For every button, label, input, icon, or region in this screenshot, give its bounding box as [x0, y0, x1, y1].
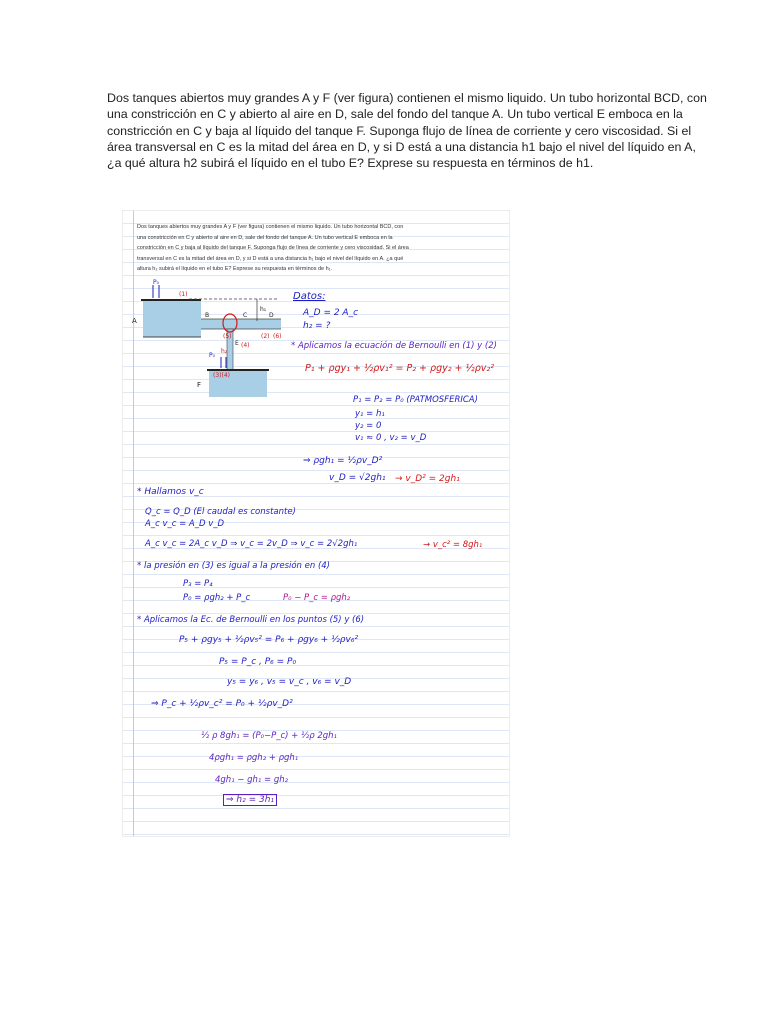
datos-h2: h₂ = ? [303, 321, 331, 331]
label-pt1: (1) [179, 291, 188, 298]
pressure-title: * la presión en (3) es igual a la presión en (4) [137, 561, 331, 571]
bernoulli-2-title: * Aplicamos la Ec. de Bernoulli en los puntos (5) y (6) [137, 615, 365, 625]
step-1: ½ ρ 8gh₁ = (P₀−P_c) + ½ρ 2gh₁ [201, 731, 337, 741]
label-p0: P₀ [153, 279, 160, 286]
tube-bcd [201, 319, 281, 329]
tank-a-water [143, 301, 201, 337]
bernoulli-2-eq: P₅ + ρgy₅ + ½ρv₅² = P₆ + ρgy₆ + ½ρv₆² [179, 635, 359, 645]
p0-minus-pc: P₀ − P_c = ρgh₂ [283, 593, 351, 603]
tank-f-wall [207, 369, 269, 371]
problem-statement [107, 90, 707, 171]
result-1: ⇒ ρgh₁ = ½ρv_D² [303, 456, 383, 466]
caudal-eq: Q_c = Q_D (El caudal es constante) [145, 507, 296, 517]
label-pt2: (2) [261, 333, 270, 340]
y2: y₂ = 0 [355, 421, 382, 431]
p1-p2: P₁ = P₂ = P₀ (PATMOSFERICA) [353, 395, 478, 405]
bernoulli-1-title: * Aplicamos la ecuación de Bernoulli en (1) y (2) [291, 341, 497, 351]
note-problem-line: constricción en C y baja al líquido del tanque F. Suponga flujo de línea de corriente y cero viscosidad. Si el área [137, 245, 409, 251]
note-problem-statement [137, 222, 505, 275]
area-velocity-eq: A_c v_c = A_D v_D [145, 519, 225, 529]
label-h2: h₂ [221, 348, 228, 355]
label-pt5: (5) [223, 333, 232, 340]
label-a: A [132, 317, 137, 325]
label-pt34: (3)(4) [213, 372, 230, 379]
result-1-vd: v_D = √2gh₁ [329, 473, 386, 483]
label-c: C [243, 312, 248, 319]
problem-line: una constricción en C y abierto al aire en D, sale del fondo del tanque A. Un tubo vertical E emboca en la [107, 107, 683, 122]
label-h1: h₁ [260, 306, 267, 313]
handwritten-solution-image [122, 210, 510, 837]
label-d: D [269, 312, 274, 319]
label-b: B [205, 312, 210, 319]
y1: y₁ = h₁ [355, 409, 385, 419]
step-3: 4gh₁ − gh₁ = gh₂ [215, 775, 289, 785]
label-e: E [235, 340, 239, 347]
v1: v₁ ≈ 0 , v₂ = v_D [355, 433, 427, 443]
problem-line: área transversal en C es la mitad del área en D, y si D está a una distancia h1 bajo el nivel del líquido en A, [107, 139, 696, 154]
y5-y6: y₅ = y₆ , v₅ = v_c , v₆ = v_D [227, 677, 352, 687]
note-problem-line: transversal en C es la mitad del área en D, y si D está a una distancia h₁ bajo el nivel del líquido en A. ¿a qué [137, 255, 404, 262]
hallamos-title: * Hallamos v_c [137, 487, 204, 497]
datos-heading: Datos: [293, 291, 326, 302]
label-p0-f: P₀ [209, 352, 216, 359]
datos-ad: A_D = 2 A_c [303, 308, 359, 318]
problem-line: Dos tanques abiertos muy grandes A y F (ver figura) contienen el mismo liquido. Un tubo horizontal BCD, con [107, 91, 707, 105]
bernoulli-1-eq: P₁ + ρgy₁ + ½ρv₁² = P₂ + ρgy₂ + ½ρv₂² [305, 363, 495, 374]
p0-eq: P₀ = ρgh₂ + P_c [183, 593, 251, 603]
note-problem-line: altura h₂ subirá el líquido en el tubo E? Exprese su respuesta en términos de h₁. [137, 266, 333, 272]
final-answer [223, 795, 277, 805]
note-problem-line: Dos tanques abiertos muy grandes A y F (ver figura) contienen el mismo liquido. Un tubo horizontal BCD, con [137, 224, 404, 230]
vc-squared: → v_c² = 8gh₁ [423, 540, 483, 550]
problem-line: ¿a qué altura h2 subirá el líquido en el tubo E? Exprese su respuesta en términos de h1. [107, 156, 594, 171]
problem-line: constricción en C y baja al líquido del tanque F. Suponga flujo de línea de corriente y cero viscosidad. Si el [107, 123, 692, 138]
label-pt6: (6) [273, 333, 282, 340]
tank-diagram [129, 277, 289, 403]
step-2: 4ρgh₁ = ρgh₂ + ρgh₁ [209, 753, 299, 763]
result-1-vd2: → v_D² = 2gh₁ [395, 474, 460, 484]
final-answer-box: ⇒ h₂ = 3h₁ [223, 794, 277, 806]
vc-derivation: A_c v_c = 2A_c v_D ⇒ v_c = 2v_D ⇒ v_c = 2√2gh₁ [145, 539, 358, 549]
p5-p6: P₅ = P_c , P₆ = P₀ [219, 657, 297, 667]
arrow-eq: ⇒ P_c + ½ρv_c² = P₀ + ½ρv_D² [151, 699, 293, 709]
note-problem-line: una constricción en C y abierto al aire en D, sale del fondo del tanque A. Un tubo vertical E emboca en la [137, 234, 393, 241]
p3-p4: P₃ = P₄ [183, 579, 213, 589]
label-pt4: (4) [241, 342, 250, 349]
label-f: F [197, 381, 202, 389]
